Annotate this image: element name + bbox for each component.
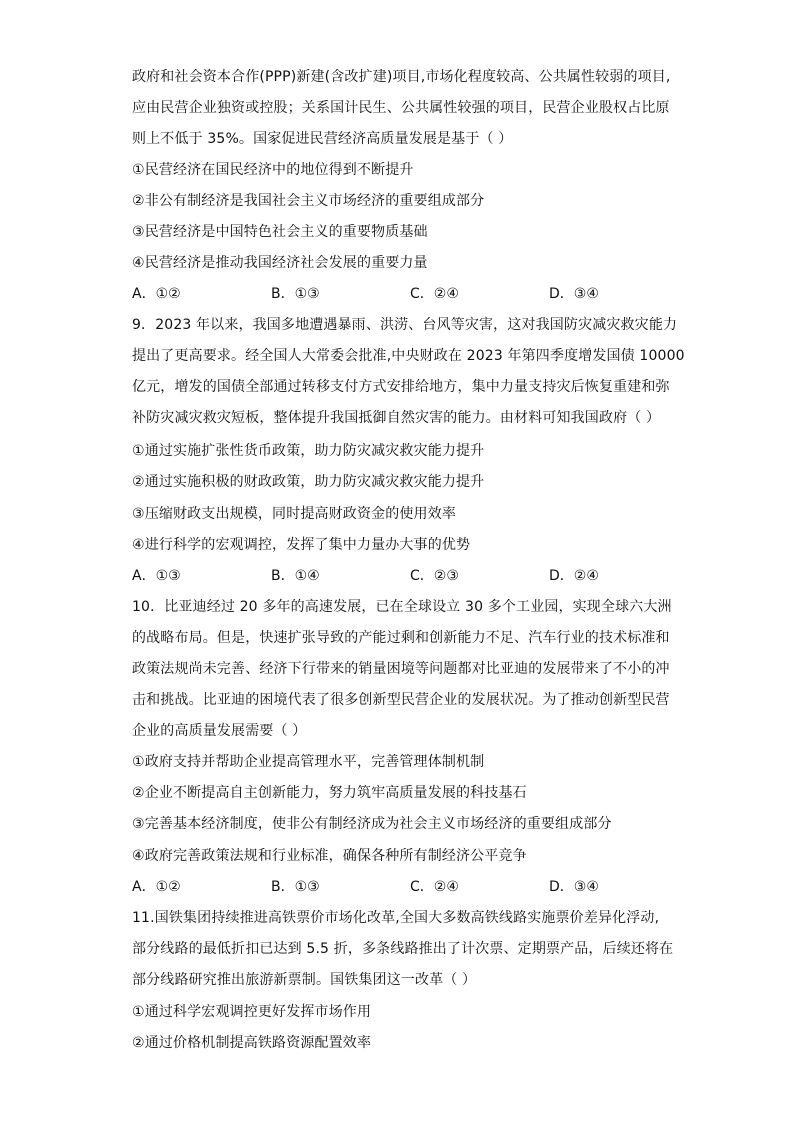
q10-option-a: A．①② (132, 879, 181, 895)
q8-statement: ④民营经济是推动我国经济社会发展的重要力量 (132, 255, 428, 271)
q9-option-c: C．②③ (410, 568, 459, 584)
q9-statement: ③压缩财政支出规模，同时提高财政资金的使用效率 (132, 506, 456, 522)
q11-stem-line: 部分线路的最低折扣已达到 5.5 折，多条线路推出了计次票、定期票产品，后续还将在 (132, 941, 674, 957)
q8-stem-line: 政府和社会资本合作(PPP)新建(含改扩建)项目,市场化程度较高、公共属性较弱的项目, (132, 69, 671, 85)
q11-statement: ②通过价格机制提高铁路资源配置效率 (132, 1035, 372, 1051)
q9-stem-line: 补防灾减灾救灾短板，整体提升我国抵御自然灾害的能力。由材料可知我国政府（ ） (132, 410, 661, 426)
q10-option-d: D．③④ (549, 879, 599, 895)
q10-statement: ④政府完善政策法规和行业标准，确保各种所有制经济公平竞争 (132, 848, 527, 864)
q9-stem-line: 亿元，增发的国债全部通过转移支付方式安排给地方，集中力量支持灾后恢复重建和弥 (132, 379, 670, 395)
q8-option-d: D．③④ (549, 286, 599, 302)
q8-statement: ③民营经济是中国特色社会主义的重要物质基础 (132, 224, 428, 240)
q9-statement: ②通过实施积极的财政政策，助力防灾减灾救灾能力提升 (132, 474, 485, 490)
q10-option-b: B．①③ (271, 879, 320, 895)
q10-statement: ①政府支持并帮助企业提高管理水平，完善管理体制机制 (132, 754, 485, 770)
q8-statement: ②非公有制经济是我国社会主义市场经济的重要组成部分 (132, 193, 485, 209)
q8-option-c: C．②④ (410, 286, 459, 302)
q9-statement: ④进行科学的宏观调控，发挥了集中力量办大事的优势 (132, 537, 471, 553)
q8-option-b: B．①③ (271, 286, 320, 302)
q8-stem-line: 则上不低于 35%。国家促进民营经济高质量发展是基于（ ） (132, 131, 513, 147)
q10-statement: ③完善基本经济制度，使非公有制经济成为社会主义市场经济的重要组成部分 (132, 816, 612, 832)
q9-stem-line: 9．2023 年以来，我国多地遭遇暴雨、洪涝、台风等灾害，这对我国防灾减灾救灾能力 (132, 317, 678, 333)
q8-statement: ①民营经济在国民经济中的地位得到不断提升 (132, 162, 414, 178)
q9-statement: ①通过实施扩张性货币政策，助力防灾减灾救灾能力提升 (132, 443, 485, 459)
q9-option-a: A．①③ (132, 568, 181, 584)
q9-option-b: B．①④ (271, 568, 320, 584)
q9-option-d: D．②④ (549, 568, 599, 584)
q10-stem-line: 击和挑战。比亚迪的困境代表了很多创新型民营企业的发展状况。为了推动创新型民营 (132, 692, 670, 708)
q10-stem-line: 企业的高质量发展需要（ ） (132, 723, 307, 739)
q11-statement: ①通过科学宏观调控更好发挥市场作用 (132, 1004, 372, 1020)
q10-stem-line: 政策法规尚未完善、经济下行带来的销量困境等问题都对比亚迪的发展带来了不小的冲 (132, 661, 670, 677)
q9-stem-line: 提出了更高要求。经全国人大常委会批准,中央财政在 2023 年第四季度增发国债 10000 (132, 348, 685, 364)
q11-stem-line: 11.国铁集团持续推进高铁票价市场化改革,全国大多数高铁线路实施票价差异化浮动, (132, 910, 660, 926)
q10-statement: ②企业不断提高自主创新能力，努力筑牢高质量发展的科技基石 (132, 785, 527, 801)
q8-stem-line: 应由民营企业独资或控股；关系国计民生、公共属性较强的项目，民营企业股权占比原 (132, 100, 670, 116)
q11-stem-line: 部分线路研究推出旅游新票制。国铁集团这一改革（ ） (132, 972, 477, 988)
q10-stem-line: 的战略布局。但是，快速扩张导致的产能过剩和创新能力不足、汽车行业的技术标准和 (132, 630, 670, 646)
q10-option-c: C．②④ (410, 879, 459, 895)
q10-stem-line: 10．比亚迪经过 20 多年的高速发展，已在全球设立 30 多个工业园，实现全球六大洲 (132, 599, 672, 615)
q8-option-a: A．①② (132, 286, 181, 302)
